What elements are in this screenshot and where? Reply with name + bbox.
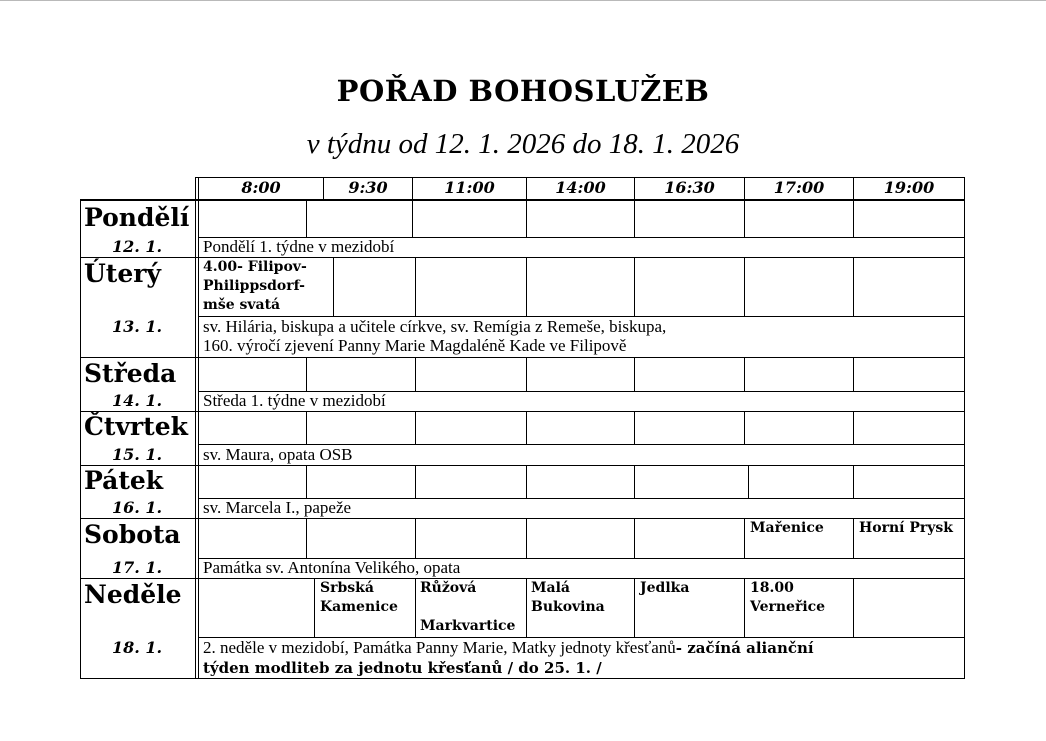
page-title: POŘAD BOHOSLUŽEB	[336, 74, 710, 108]
liturgical-note: 160. výročí zjevení Panny Marie Magdaléně Kade ve Filipově	[203, 336, 627, 355]
service-line: 4.00- Filipov-	[203, 259, 307, 275]
service-cell	[420, 579, 515, 636]
day-name: Pondělí	[84, 203, 190, 232]
service-line: 18.00	[750, 580, 794, 596]
day-date: 13. 1.	[111, 317, 163, 336]
service-cell: Horní Prysk	[859, 520, 953, 536]
day-name: Neděle	[84, 580, 182, 609]
note-plain: 2. neděle v mezidobí, Památka Panny Marie, Matky jednoty křesťanů	[203, 638, 676, 657]
time-header: 17:00	[773, 178, 825, 197]
service-line: Bukovina	[531, 599, 605, 615]
service-line: Verneřice	[750, 599, 826, 615]
day-date: 18. 1.	[111, 638, 163, 657]
time-header: 9:30	[348, 178, 388, 197]
page-subtitle: v týdnu od 12. 1. 2026 do 18. 1. 2026	[306, 128, 740, 160]
service-cell	[320, 579, 398, 617]
time-header: 11:00	[444, 178, 495, 197]
day-name: Sobota	[84, 520, 181, 549]
liturgical-note: Památka sv. Antonína Velikého, opata	[203, 558, 461, 577]
service-line: Malá	[531, 580, 570, 596]
service-line: mše svatá	[203, 297, 281, 313]
liturgical-note: týden modliteb za jednotu křesťanů / do 25. 1. /	[203, 659, 602, 677]
liturgical-note: sv. Maura, opata OSB	[203, 445, 353, 464]
day-date: 15. 1.	[111, 445, 163, 464]
liturgical-note: sv. Hilária, biskupa a učitele církve, sv. Remígia z Remeše, biskupa,	[203, 317, 667, 336]
service-cell: Jedlka	[640, 580, 690, 596]
service-line: Kamenice	[320, 599, 398, 615]
day-name: Úterý	[84, 259, 161, 288]
liturgical-note: Středa 1. týdne v mezidobí	[203, 391, 386, 410]
service-line: Markvartice	[420, 618, 516, 634]
note-bold: - začíná alianční	[675, 639, 814, 657]
liturgical-note: Pondělí 1. týdne v mezidobí	[203, 237, 395, 256]
day-date: 14. 1.	[111, 391, 163, 410]
service-line: Srbská	[320, 580, 374, 596]
service-line	[420, 598, 515, 617]
time-header: 19:00	[883, 178, 935, 197]
service-cell	[750, 579, 825, 617]
day-date: 17. 1.	[111, 558, 163, 577]
liturgical-note: sv. Marcela I., papeže	[203, 498, 352, 517]
day-name: Středa	[84, 359, 177, 388]
day-name: Čtvrtek	[84, 412, 188, 441]
service-cell	[531, 579, 605, 617]
day-date: 16. 1.	[111, 498, 163, 517]
service-line: Růžová	[420, 580, 477, 596]
service-cell: Mařenice	[750, 520, 824, 536]
liturgical-note	[203, 638, 814, 658]
day-date: 12. 1.	[111, 237, 163, 256]
service-cell	[203, 258, 307, 315]
time-header: 14:00	[555, 178, 606, 197]
time-header: 8:00	[241, 178, 281, 197]
day-name: Pátek	[84, 466, 164, 495]
time-header: 16:30	[664, 178, 715, 197]
service-line: Philippsdorf-	[203, 278, 305, 294]
